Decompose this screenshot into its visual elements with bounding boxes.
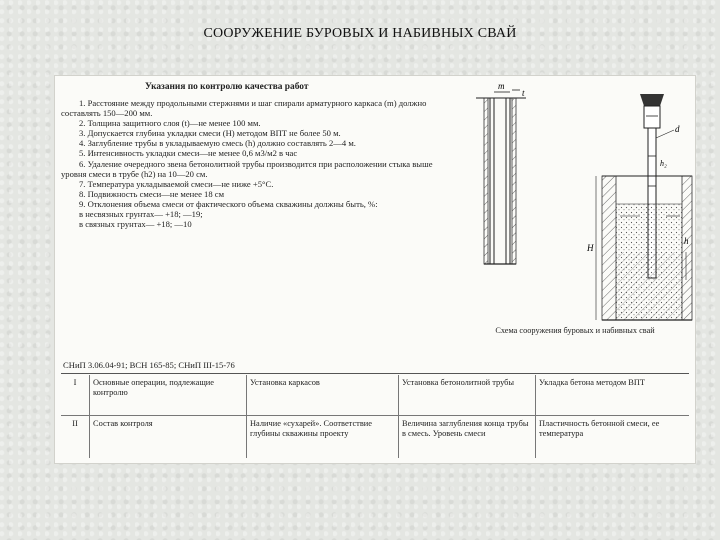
norms-reference: СНиП 3.06.04-91; ВСН 165-85; СНиП III-15-76 [63,360,235,370]
requirement-item: 7. Температура укладываемой смеси—не ниже +5°С. [79,178,274,189]
slide-title: СООРУЖЕНИЕ БУРОВЫХ И НАБИВНЫХ СВАЙ [203,26,517,41]
requirement-item: 3. Допускается глубина укладки смеси (H) методом ВПТ не более 50 м. [79,128,341,139]
table-cell: Основные операции, подлежащие контролю [90,375,247,416]
table-cell: II [72,419,78,428]
table-cell: Величина заглубления конца трубы в смесь. Уровень смеси [399,416,536,459]
document-sheet [54,75,696,464]
label-h: h [684,236,689,246]
table-cell: Пластичность бетонной смеси, ее температура [536,416,690,459]
table-top-rule [61,373,689,374]
label-m: m [498,81,505,91]
borehole-concrete [586,176,692,320]
table-row [61,416,689,459]
table-row [61,375,689,416]
requirements-list [61,98,447,229]
requirement-subitem: в несвязных грунтах— +18; —19; [79,209,203,220]
requirement-item: 2. Толщина защитного слоя (t)—не менее 100 мм. [79,118,261,129]
label-t: t [522,88,525,98]
diagram-caption: Схема сооружения буровых и набивных свай [495,326,655,335]
requirement-item: 4. Заглубление трубы в укладываемую смесь (h) должно составлять 2—4 м. [79,138,356,149]
table-cell: Укладка бетона методом ВПТ [536,375,690,416]
table-cell: Установка бетонолитной трубы [399,375,536,416]
table-cell: Наличие «сухарей». Соответствие глубины скважины проекту [247,416,399,459]
requirements-heading: Указания по контролю качества работ [145,82,309,92]
bored-pile-diagram [460,76,695,366]
table-cell: I [61,375,90,416]
label-H: H [587,243,594,253]
requirement-item: 9. Отклонения объема смеси от фактического объема скважины должны быть, %: [79,198,378,209]
requirement-item: 5. Интенсивность укладки смеси—не менее 0,6 м3/м2 в час [79,148,298,159]
requirement-subitem: в связных грунтах— +18; —10 [79,219,192,230]
pile-cage-section [476,81,526,264]
requirement-item: 8. Подвижность смеси—не менее 18 см [79,188,225,199]
label-d: d [675,124,680,134]
table-cell: Состав контроля [90,416,247,459]
table-cell: Установка каркасов [247,375,399,416]
requirement-item: 6. Удаление очередного звена бетонолитной трубы производится при расположении стыка выше уровня смеси в трубе (h2) на 10—20 см. [61,158,433,179]
label-h2: h₂ [660,159,667,168]
requirement-item: 1. Расстояние между продольными стержнями и шаг спирали арматурного каркаса (m) должно составлять 150—200 мм. [61,98,427,119]
control-table [61,375,689,458]
